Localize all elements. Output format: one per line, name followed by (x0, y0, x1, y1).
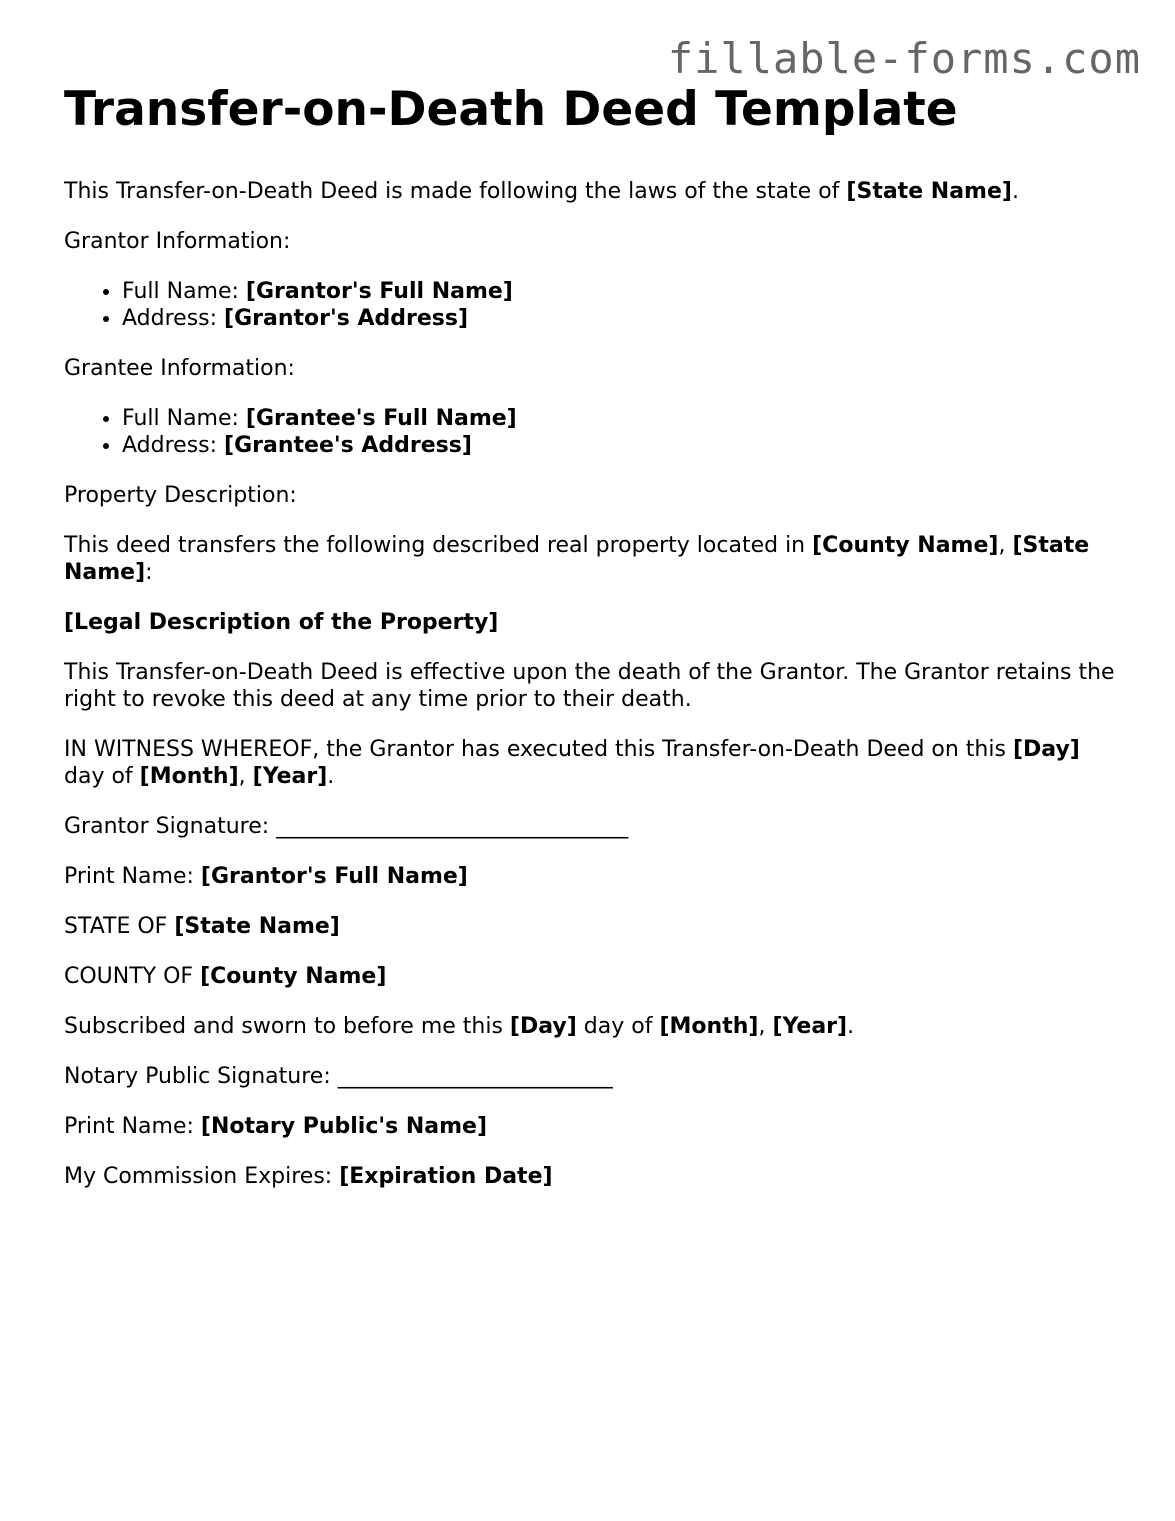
commission-placeholder: [Expiration Date] (339, 1164, 553, 1189)
witness-day-of: day of (64, 764, 140, 789)
grantor-signature-field[interactable]: ________________________________ (276, 814, 629, 839)
list-item (122, 305, 1124, 332)
notary-signature-label: Notary Public Signature: (64, 1064, 338, 1089)
witness-month-placeholder: [Month] (139, 764, 239, 789)
grantor-name-placeholder: [Grantor's Full Name] (245, 279, 513, 304)
property-colon: : (145, 560, 153, 585)
property-comma: , (998, 533, 1013, 558)
grantee-info-heading: Grantee Information: (64, 356, 295, 381)
commission-label: My Commission Expires: (64, 1164, 340, 1189)
sworn-end: . (847, 1014, 855, 1039)
notary-print-placeholder: [Notary Public's Name] (200, 1114, 488, 1139)
sworn-day-placeholder: [Day] (509, 1014, 577, 1039)
notary-signature-line (64, 1063, 1124, 1090)
property-heading: Property Description: (64, 483, 297, 508)
grantee-address-label: Address: (122, 433, 225, 458)
sworn-year-placeholder: [Year] (772, 1014, 848, 1039)
witness-year-placeholder: [Year] (252, 764, 328, 789)
list-item (122, 432, 1124, 459)
commission-line (64, 1163, 1124, 1190)
grantor-address-placeholder: [Grantor's Address] (224, 306, 469, 331)
intro-text: This Transfer-on-Death Deed is made following the laws of the state of (64, 179, 847, 204)
list-item (122, 278, 1124, 305)
witness-end: . (327, 764, 335, 789)
page-title: Transfer-on-Death Deed Template (64, 82, 958, 137)
property-state-placeholder: [State Name] (64, 533, 1090, 585)
grantor-info-heading: Grantor Information: (64, 229, 291, 254)
county-of-label: COUNTY OF (64, 964, 201, 989)
document-body (64, 80, 1124, 1213)
legal-description (64, 609, 1124, 636)
grantor-print-placeholder: [Grantor's Full Name] (200, 864, 468, 889)
notary-signature-field[interactable]: _________________________ (337, 1064, 613, 1089)
witness-text: IN WITNESS WHEREOF, the Grantor has executed this Transfer-on-Death Deed on this (64, 737, 1013, 762)
intro-state-placeholder: [State Name] (846, 179, 1012, 204)
effective-paragraph: This Transfer-on-Death Deed is effective upon the death of the Grantor. The Grantor retains the right to revoke this deed at any time prior to their death. (64, 660, 1115, 712)
notary-print-label: Print Name: (64, 1114, 201, 1139)
grantor-address-label: Address: (122, 306, 225, 331)
grantor-signature-label: Grantor Signature: (64, 814, 277, 839)
grantor-info-list (64, 278, 1124, 332)
notary-print-name (64, 1113, 1124, 1140)
sworn-paragraph (64, 1013, 1124, 1040)
property-county-placeholder: [County Name] (812, 533, 999, 558)
list-item (122, 405, 1124, 432)
witness-paragraph (64, 736, 1124, 790)
grantor-name-label: Full Name: (122, 279, 246, 304)
sworn-text: Subscribed and sworn to before me this (64, 1014, 510, 1039)
state-of-line (64, 913, 1124, 940)
grantee-info-list (64, 405, 1124, 459)
property-paragraph (64, 532, 1124, 586)
state-of-placeholder: [State Name] (174, 914, 340, 939)
sworn-day-of: day of (576, 1014, 660, 1039)
county-of-placeholder: [County Name] (200, 964, 387, 989)
sworn-month-placeholder: [Month] (659, 1014, 759, 1039)
grantee-address-placeholder: [Grantee's Address] (224, 433, 472, 458)
grantee-name-placeholder: [Grantee's Full Name] (245, 406, 517, 431)
grantee-name-label: Full Name: (122, 406, 246, 431)
legal-description-placeholder: [Legal Description of the Property] (64, 610, 499, 635)
state-of-label: STATE OF (64, 914, 175, 939)
grantor-print-name (64, 863, 1124, 890)
grantor-print-label: Print Name: (64, 864, 201, 889)
sworn-comma: , (758, 1014, 773, 1039)
intro-paragraph (64, 178, 1124, 205)
watermark: fillable-forms.com (667, 34, 1141, 83)
witness-comma: , (238, 764, 253, 789)
property-text: This deed transfers the following described real property located in (64, 533, 813, 558)
intro-end: . (1011, 179, 1019, 204)
grantor-signature-line (64, 813, 1124, 840)
county-of-line (64, 963, 1124, 990)
witness-day-placeholder: [Day] (1012, 737, 1080, 762)
